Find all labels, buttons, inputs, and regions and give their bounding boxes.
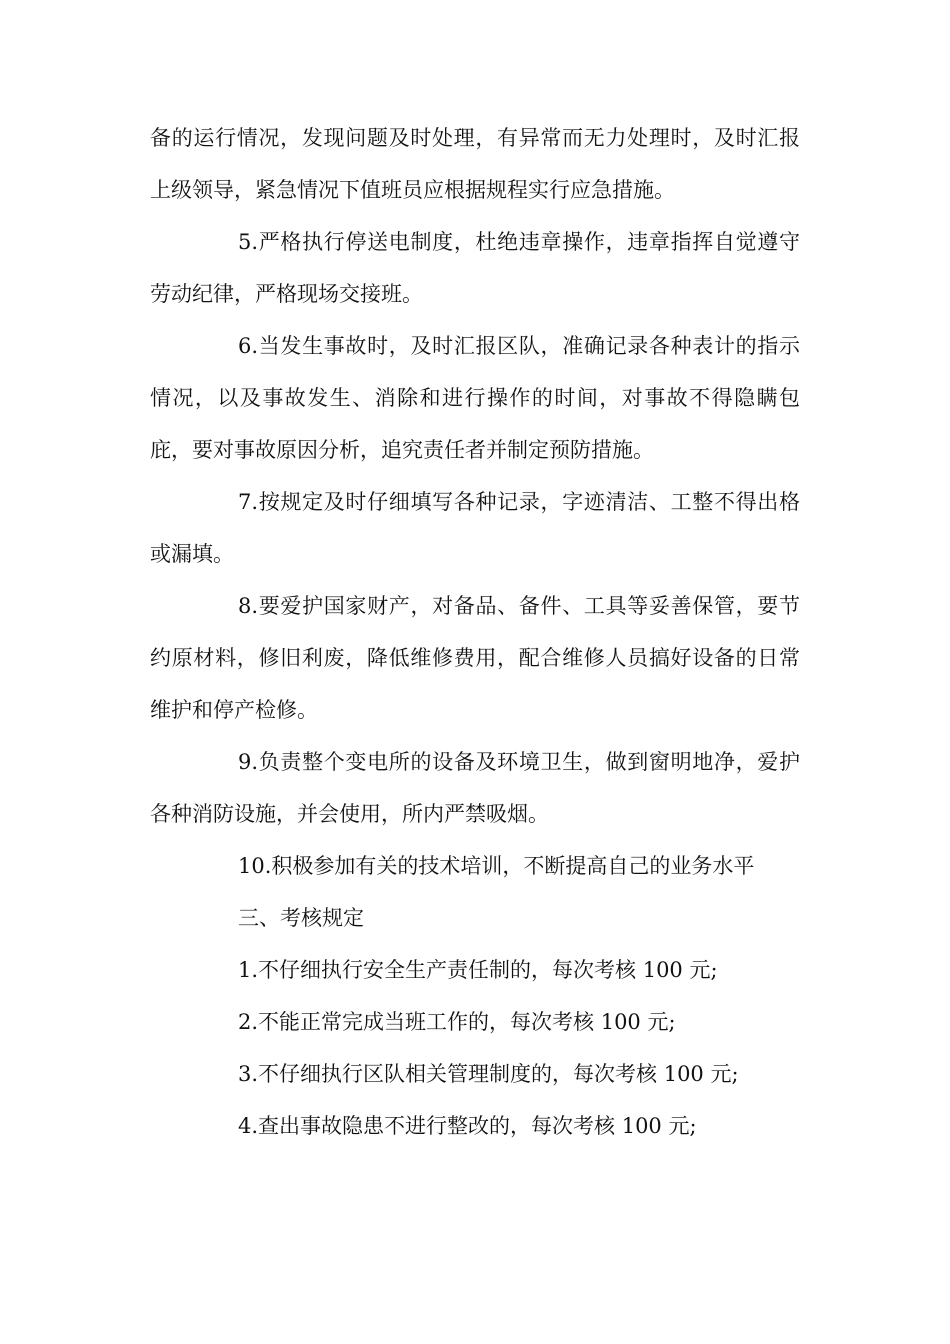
section-heading-assessment: 三、考核规定 bbox=[238, 906, 364, 930]
assessment-item-4: 4.查出事故隐患不进行整改的，每次考核 100 元; bbox=[238, 1114, 697, 1138]
assessment-item-1: 1.不仔细执行安全生产责任制的，每次考核 100 元; bbox=[238, 958, 718, 982]
assessment-item-3: 3.不仔细执行区队相关管理制度的，每次考核 100 元; bbox=[238, 1062, 739, 1086]
paragraph-item-6: 6.当发生事故时，及时汇报区队，准确记录各种表计的指示情况，以及事故发生、消除和进行操作的时间，对事故不得隐瞒包庇，要对事故原因分析，追究责任者并制定预防措施。 bbox=[150, 334, 800, 462]
paragraph-item-5: 5.严格执行停送电制度，杜绝违章操作，违章指挥自觉遵守劳动纪律，严格现场交接班。 bbox=[150, 230, 800, 306]
paragraph-continuation: 备的运行情况，发现问题及时处理，有异常而无力处理时，及时汇报上级领导，紧急情况下值班员应根据规程实行应急措施。 bbox=[150, 126, 800, 202]
paragraph-item-8: 8.要爱护国家财产，对备品、备件、工具等妥善保管，要节约原材料，修旧利废，降低维修费用，配合维修人员搞好设备的日常维护和停产检修。 bbox=[150, 594, 800, 722]
document-body bbox=[150, 112, 800, 1152]
assessment-item-2: 2.不能正常完成当班工作的，每次考核 100 元; bbox=[238, 1010, 676, 1034]
paragraph-item-7: 7.按规定及时仔细填写各种记录，字迹清洁、工整不得出格或漏填。 bbox=[150, 490, 800, 566]
paragraph-item-9: 9.负责整个变电所的设备及环境卫生，做到窗明地净，爱护各种消防设施，并会使用，所内严禁吸烟。 bbox=[150, 750, 800, 826]
paragraph-item-10: 10.积极参加有关的技术培训，不断提高自己的业务水平 bbox=[238, 854, 755, 878]
